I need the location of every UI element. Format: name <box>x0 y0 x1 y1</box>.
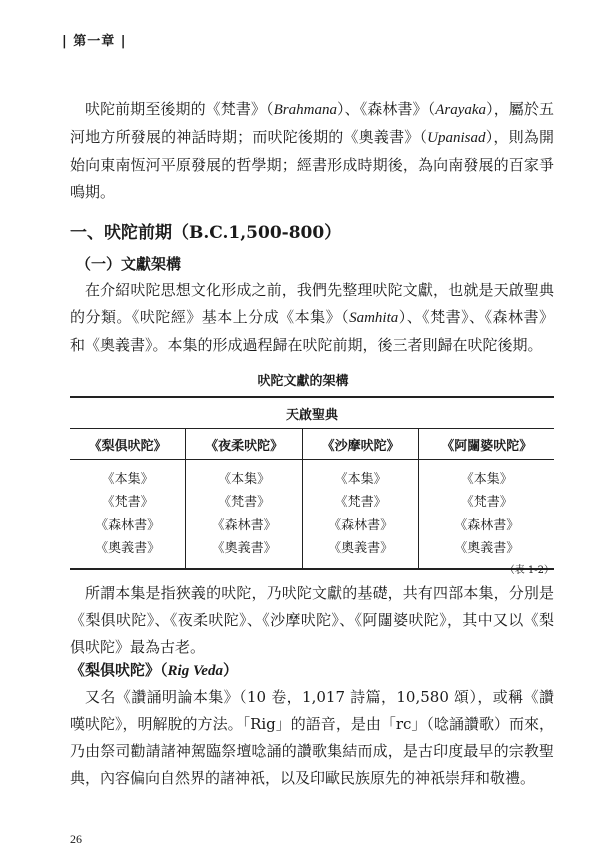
cell-line: 《奧義書》 <box>95 541 161 556</box>
cell-line: 《本集》 <box>460 472 513 487</box>
rigveda-title-end: ） <box>222 661 238 679</box>
cell-line: 《奧義書》 <box>211 541 277 556</box>
chapter-tab: | 第一章 | <box>62 34 127 49</box>
literature-paragraph <box>70 277 554 359</box>
table-column-row <box>70 429 554 460</box>
rigveda-title-text: 《梨俱吠陀》（ <box>70 661 168 679</box>
cell-line: 《森林書》 <box>454 518 520 533</box>
table-header-cell: 天啟聖典 <box>70 397 554 429</box>
cell-line: 《森林書》 <box>95 518 161 533</box>
p2-text-2: ）、《梵書》、《森林書》和《奧義書》。本集的形成過程歸在吠陀前期，後三者則歸在吠陀後期。 <box>70 308 554 354</box>
table-cell <box>419 460 554 570</box>
veda-structure-table <box>70 396 554 570</box>
column-yajurveda: 《夜柔吠陀》 <box>186 429 303 460</box>
rigveda-title <box>70 659 238 680</box>
table-caption: 吠陀文獻的架構 <box>257 374 349 389</box>
cell-line: 《梵書》 <box>218 495 271 510</box>
column-samaveda: 《沙摩吠陀》 <box>302 429 419 460</box>
section-title: 一、吠陀前期（B.C.1,500-800） <box>70 223 342 243</box>
p2-text-1: 在介紹吠陀思想文化形成之前，我們先整理吠陀文獻，也就是天啟聖典的分類。《吠陀經》基本上分成《本集》（ <box>70 281 554 326</box>
rigveda-paragraph: 又名《讚誦明論本集》（10 卷，1,017 詩篇，10,580 頌），或稱《讚嘆吠陀》，明解脫的方法。「Rig」的語音，是由「rc」（唸誦讚歌）而來，乃由祭司勸請諸神駕臨祭壇唸誦的讚歌集結而成，是古印度最早的宗教聖典，內容偏向自然界的諸神祇，以及印歐民族原先的神祇崇拜和敬禮。 <box>70 688 554 787</box>
table-cell <box>70 460 186 570</box>
subsection-title: （一）文獻架構 <box>76 255 182 273</box>
table-cell <box>186 460 303 570</box>
intro-term-upanisad: Upanisad <box>427 130 486 146</box>
cell-line: 《森林書》 <box>211 518 277 533</box>
cell-line: 《本集》 <box>218 472 271 487</box>
cell-line: 《森林書》 <box>328 518 394 533</box>
cell-line: 《梵書》 <box>101 495 154 510</box>
intro-text-2: ）、《森林書》（ <box>336 100 436 118</box>
cell-line: 《本集》 <box>334 472 387 487</box>
table-note: （表 1-2） <box>504 565 554 576</box>
table-body-row <box>70 460 554 570</box>
intro-paragraph <box>70 96 554 206</box>
column-atharvaveda: 《阿闥婆吠陀》 <box>419 429 554 460</box>
intro-text-3: ），屬於五河地方所發展的神話時期；而吠陀後期的《奧義書》（ <box>70 100 554 146</box>
p2-term-samhita: Samhita <box>349 310 399 326</box>
page-number: 26 <box>70 832 82 846</box>
column-rigveda: 《梨俱吠陀》 <box>70 429 186 460</box>
intro-text-1: 吠陀前期至後期的《梵書》（ <box>85 100 274 118</box>
intro-text-4: ），則為開始向東南恆河平原發展的哲學期；經書形成時期後，為向南發展的百家爭鳴期。 <box>70 128 554 201</box>
cell-line: 《本集》 <box>101 472 154 487</box>
rigveda-title-latin: Rig Veda <box>167 663 223 679</box>
table-cell <box>302 460 419 570</box>
cell-line: 《梵書》 <box>334 495 387 510</box>
cell-line: 《梵書》 <box>460 495 513 510</box>
table-header-row <box>70 397 554 429</box>
intro-term-brahmana: Brahmana <box>273 102 337 118</box>
samhita-paragraph: 所謂本集是指狹義的吠陀，乃吠陀文獻的基礎，共有四部本集，分別是《梨俱吠陀》、《夜柔吠陀》、《沙摩吠陀》、《阿闥婆吠陀》，其中又以《梨俱吠陀》最為古老。 <box>70 584 554 656</box>
cell-line: 《奧義書》 <box>328 541 394 556</box>
cell-line: 《奧義書》 <box>454 541 520 556</box>
intro-term-arayaka: Arayaka <box>435 102 487 118</box>
